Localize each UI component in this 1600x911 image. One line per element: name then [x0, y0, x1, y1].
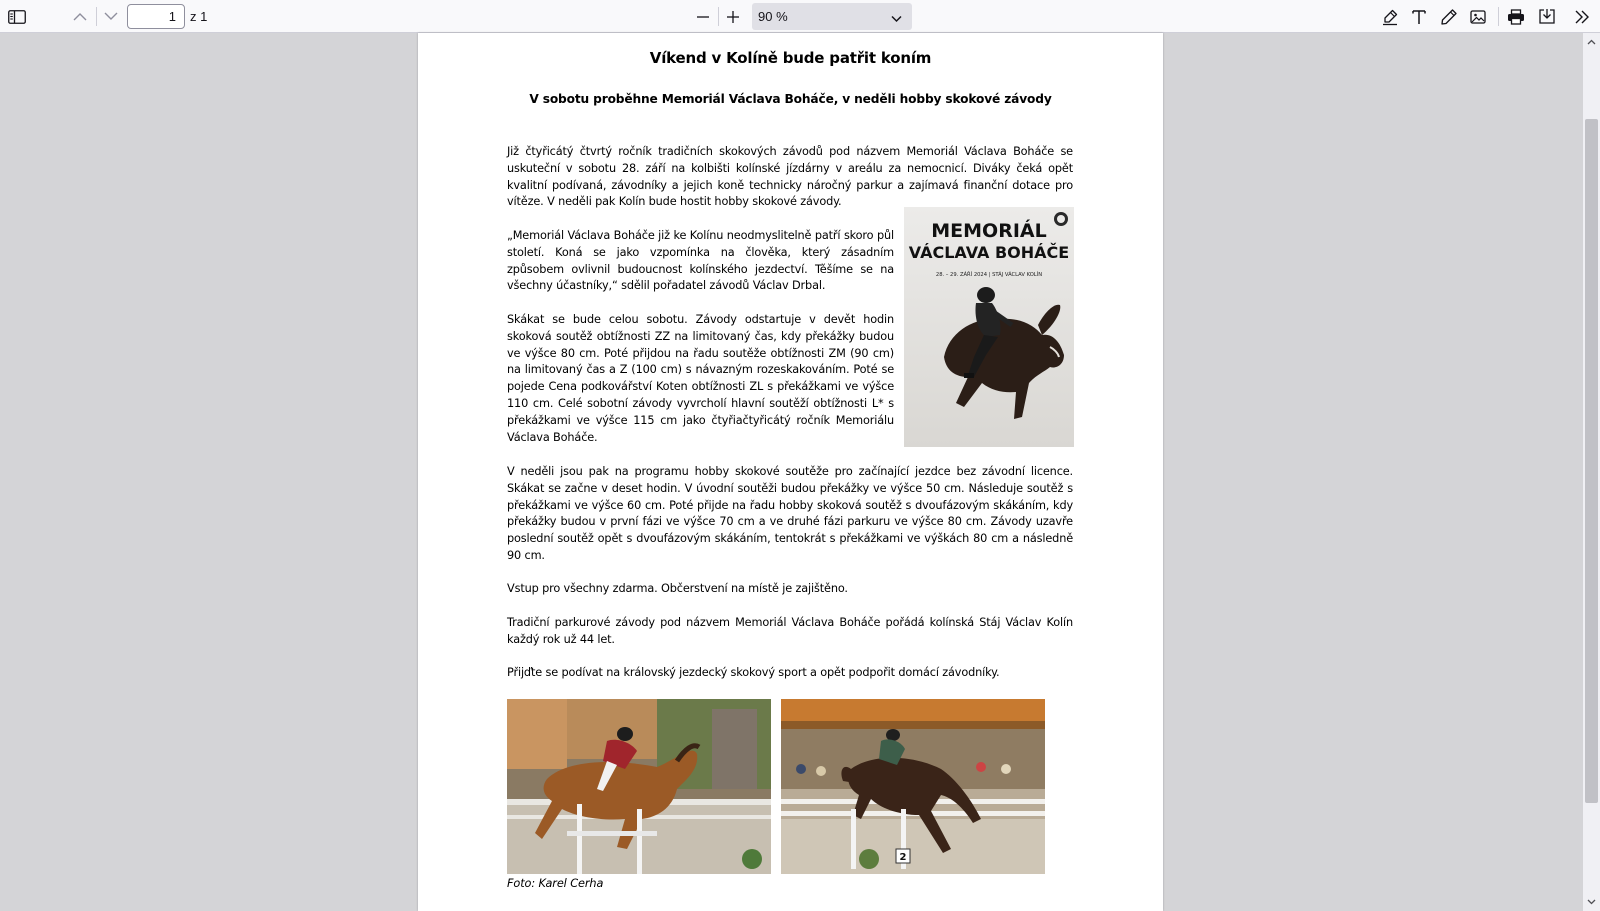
sidebar-toggle-icon[interactable]	[4, 4, 30, 29]
photo-caption: Foto: Karel Cerha	[507, 877, 604, 890]
save-download-icon[interactable]	[1534, 4, 1560, 29]
chevron-down-icon	[891, 11, 902, 26]
pdf-toolbar	[0, 0, 1600, 33]
previous-page-icon[interactable]	[67, 4, 93, 29]
document-title: Víkend v Kolíně bude patřit koním	[649, 49, 932, 67]
paragraph-2: „Memoriál Václava Boháče již ke Kolínu neodmyslitelně patří skoro půl století. Koná se jako vzpomínka na člověka, který zásadním způsobem ovlivnil budoucnost kolínského jezdectví. Těšíme se na všechny účastníky,“ sdělil pořadatel závodů Václav Drbal.	[507, 229, 894, 293]
paragraph-1: Již čtyřicátý čtvrtý ročník tradičních skokových závodů pod názvem Memoriál Václava Boháče se uskuteční v sobotu 28. září na kolbišti kolínské jízdárny v areálu za nemocnicí. Diváky čeká opět kvalitní podívaná, závodníky a jejich koně technicky náročný parkur a zajímavá finanční dotace pro vítěze. V neděli pak Kolín bude hostit hobby skokové závody.	[507, 145, 1073, 209]
more-tools-icon[interactable]	[1569, 4, 1595, 29]
highlight-icon[interactable]	[1377, 4, 1403, 29]
pdf-page	[418, 33, 1163, 911]
horse-jumping-photo-1	[507, 699, 771, 874]
photo-fence-number: 2	[899, 852, 907, 863]
zoom-select[interactable]	[752, 3, 912, 30]
paragraph-4: V neděli jsou pak na programu hobby skokové soutěže pro začínající jezdce bez závodní licence. Skákat se začne v deset hodin. V úvodní soutěži budou překážky ve výšce 50 cm. Následuje soutěž s překážkami ve výšce 60 cm. Poté přijde na řadu hobby skoková soutěž s dvoufázovým skákáním, kdy překážky budou v první fázi ve výšce 70 cm a ve druhé fázi parkuru ve výšce 80 cm. Závody uzavře poslední soutěž opět s dvoufázovým skákáním, tentokrát s překážkami ve výškách 80 cm a následně 90 cm.	[507, 465, 1073, 562]
add-image-icon[interactable]	[1465, 4, 1491, 29]
paragraph-7: Přijďte se podívat na královský jezdecký skokový sport a opět podpořit domácí závodníky.	[507, 666, 1000, 679]
text-tool-icon[interactable]	[1406, 4, 1432, 29]
paragraph-6: Tradiční parkurové závody pod názvem Memoriál Václava Boháče pořádá kolínská Stáj Václav Kolín každý rok už 44 let.	[507, 616, 1073, 646]
scroll-down-icon[interactable]	[1583, 895, 1600, 909]
poster-title-line1: MEMORIÁL	[931, 220, 1047, 242]
document-subtitle: V sobotu proběhne Memoriál Václava Boháče, v neděli hobby skokové závody	[529, 92, 1052, 106]
zoom-out-icon[interactable]	[690, 4, 716, 29]
document-viewer	[0, 33, 1600, 911]
print-icon[interactable]	[1503, 4, 1529, 29]
zoom-in-icon[interactable]	[720, 4, 746, 29]
scrollbar-thumb[interactable]	[1585, 119, 1598, 803]
page-number-input[interactable]	[127, 4, 185, 29]
horse-jumping-photo-2	[781, 699, 1045, 874]
zoom-value: 90 %	[758, 9, 788, 24]
poster-date: 28. – 29. ZÁŘÍ 2024 | STÁJ VÁCLAV KOLÍN	[935, 272, 1043, 278]
paragraph-3: Skákat se bude celou sobotu. Závody odstartuje v devět hodin skoková soutěž obtížnosti ZZ na limitovaný čas, kdy překážky budou ve výšce 80 cm. Poté přijdou na řadu soutěže obtížnosti ZM (90 cm) na limitovaný čas a Z (100 cm) s návazným rozeskakováním. Poté se pojede Cena podkovářství Koten obtížnosti ZL s překážkami ve výšce 110 cm. Celé sobotní závody vyvrcholí hlavní soutěží obtížnosti L* s překážkami ve výšce 115 cm jako čtyřiačtyřicátý ročník Memoriálu Václava Boháče.	[507, 313, 894, 444]
paragraph-5: Vstup pro všechny zdarma. Občerstvení na místě je zajištěno.	[507, 582, 848, 595]
event-poster-image	[904, 207, 1074, 447]
page-count-label: z 1	[190, 9, 208, 24]
poster-title-line2: VÁCLAVA BOHÁČE	[908, 243, 1070, 262]
vertical-scrollbar[interactable]	[1583, 33, 1600, 911]
draw-icon[interactable]	[1436, 4, 1462, 29]
scroll-up-icon[interactable]	[1583, 35, 1600, 49]
next-page-icon[interactable]	[98, 4, 124, 29]
